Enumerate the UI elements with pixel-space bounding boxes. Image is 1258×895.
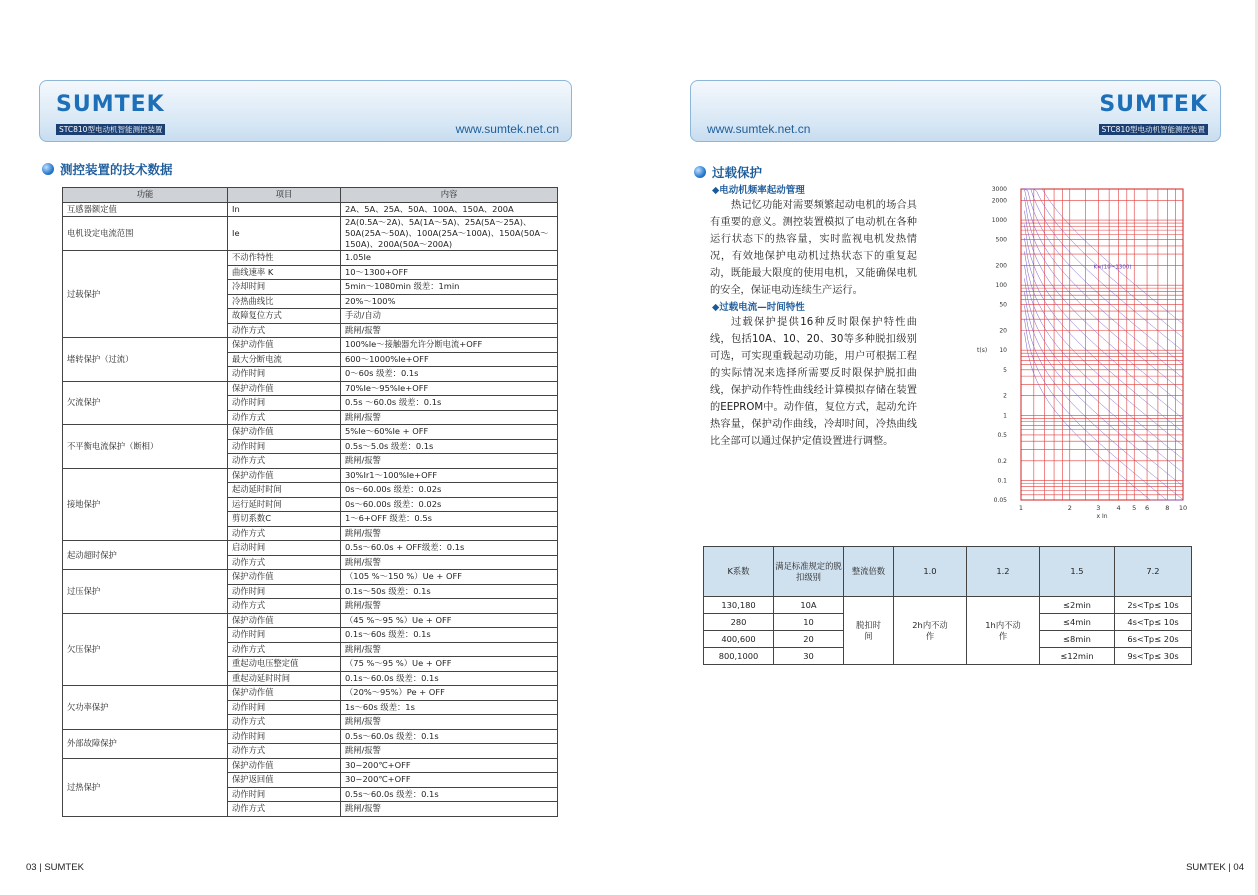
table-cell: 20 xyxy=(774,631,844,648)
table-row xyxy=(63,202,558,217)
section-title-text: 测控装置的技术数据 xyxy=(60,162,173,177)
table-header-row xyxy=(704,547,1192,597)
overload-curve xyxy=(1024,305,1183,499)
content-cell: 0.5s～60.0s 级差：0.1s xyxy=(341,729,558,744)
col-header-1-5: 1.5 xyxy=(1040,547,1115,597)
logo-subtitle: STC810型电动机智能测控装置 xyxy=(56,124,165,135)
x-axis-label: x In xyxy=(1096,513,1108,520)
trip-time-text: 脱扣时间 xyxy=(856,619,881,641)
subheading-frequency-start: ◆电动机频率起动管理 xyxy=(712,185,805,196)
x-tick-label: 8 xyxy=(1165,504,1170,512)
table-cell: ≤4min xyxy=(1040,614,1115,631)
item-cell: 重起动电压整定值 xyxy=(228,657,341,672)
function-cell: 过压保护 xyxy=(63,570,228,614)
content-cell: 手动/自动 xyxy=(341,309,558,324)
item-cell: 运行延时时间 xyxy=(228,497,341,512)
col-header-trip-class: 满足标准规定的脱扣级别 xyxy=(774,547,844,597)
content-cell: （105 %～150 %）Ue + OFF xyxy=(341,570,558,585)
content-cell: 0.5s～5.0s 级差：0.1s xyxy=(341,439,558,454)
item-cell: 冷却时间 xyxy=(228,280,341,295)
item-cell: 保护动作值 xyxy=(228,570,341,585)
no-trip-1-0-cell xyxy=(894,597,967,665)
item-cell: 启动时间 xyxy=(228,541,341,556)
content-cell: 跳闸/报警 xyxy=(341,715,558,730)
item-cell: Ie xyxy=(228,217,341,251)
y-tick-label: 50 xyxy=(999,301,1007,309)
table-cell: 6s<Tp≤ 20s xyxy=(1115,631,1192,648)
function-cell: 电机设定电流范围 xyxy=(63,217,228,251)
item-cell: 动作方式 xyxy=(228,555,341,570)
paragraph-overload-curves: 过载保护提供16种反时限保护特性曲线，包括10A、10、20、30等多种脱扣级别可选，可实现重载起动功能，用户可根据工程的实际情况来选择所需要反时限保护脱扣曲线，保护动作特性曲线经计算模拟存储在装置的EEPROM中。动作值，复位方式，起动允许热容量，保护动作曲线，冷却时间，冷热曲线比全部可以通过保护定值设置进行调整。 xyxy=(710,317,917,447)
item-cell: 动作时间 xyxy=(228,700,341,715)
overload-curve xyxy=(1024,189,1183,338)
content-cell: 5min～1080min 级差：1min xyxy=(341,280,558,295)
item-cell: 保护动作值 xyxy=(228,381,341,396)
table-cell: 280 xyxy=(704,614,774,631)
content-cell: 跳闸/报警 xyxy=(341,410,558,425)
section-title-specs xyxy=(42,160,173,178)
content-cell: 0～60s 级差：0.1s xyxy=(341,367,558,382)
table-cell: 2s<Tp≤ 10s xyxy=(1115,597,1192,614)
table-cell: 9s<Tp≤ 30s xyxy=(1115,648,1192,665)
col-header-content: 内容 xyxy=(341,188,558,203)
item-cell: 不动作特性 xyxy=(228,251,341,266)
table-cell: 130,180 xyxy=(704,597,774,614)
item-cell: 动作时间 xyxy=(228,628,341,643)
content-cell: 跳闸/报警 xyxy=(341,323,558,338)
logo-subtitle: STC810型电动机智能测控装置 xyxy=(1099,124,1208,135)
section-title-text: 过载保护 xyxy=(712,165,763,180)
content-cell: （75 %～95 %）Ue + OFF xyxy=(341,657,558,672)
content-cell: 10～1300+OFF xyxy=(341,265,558,280)
content-cell: 1～6+OFF 级差：0.5s xyxy=(341,512,558,527)
item-cell: 保护返回值 xyxy=(228,773,341,788)
item-cell: 动作方式 xyxy=(228,323,341,338)
y-tick-label: 0.1 xyxy=(997,477,1007,485)
content-cell: 0.5s～60.0s 级差：0.1s xyxy=(341,787,558,802)
sumtek-logo xyxy=(1088,93,1208,136)
table-row xyxy=(63,425,558,440)
item-cell: 动作时间 xyxy=(228,439,341,454)
header-banner-left xyxy=(39,80,572,142)
item-cell: 曲线速率 K xyxy=(228,265,341,280)
content-cell: 1s～60s 级差：1s xyxy=(341,700,558,715)
item-cell: 故障复位方式 xyxy=(228,309,341,324)
function-cell: 互感器额定值 xyxy=(63,202,228,217)
item-cell: 动作时间 xyxy=(228,729,341,744)
table-row xyxy=(63,613,558,628)
content-cell: 跳闸/报警 xyxy=(341,642,558,657)
section-title-overload xyxy=(694,163,762,181)
website-url[interactable]: www.sumtek.net.cn xyxy=(455,122,559,136)
curve-annotation: K=(10~1300) xyxy=(1093,264,1132,271)
content-cell: 70%Ie～95%Ie+OFF xyxy=(341,381,558,396)
no-trip-text: 2h内不动作 xyxy=(912,619,948,641)
table-row xyxy=(704,597,1192,614)
content-cell: 0.5s ～60.0s 级差：0.1s xyxy=(341,396,558,411)
item-cell: 保护动作值 xyxy=(228,338,341,353)
x-tick-label: 2 xyxy=(1067,504,1072,512)
y-axis-label: t(s) xyxy=(977,347,988,355)
x-tick-label: 1 xyxy=(1018,504,1024,512)
table-row xyxy=(63,381,558,396)
function-cell: 接地保护 xyxy=(63,468,228,541)
overload-curve xyxy=(1024,333,1183,501)
content-cell: 1.05Ie xyxy=(341,251,558,266)
content-cell: 0s～60.00s 级差：0.02s xyxy=(341,497,558,512)
item-cell: 动作方式 xyxy=(228,599,341,614)
overload-curve xyxy=(1024,189,1183,378)
table-row xyxy=(63,541,558,556)
function-cell: 过热保护 xyxy=(63,758,228,816)
content-cell: 跳闸/报警 xyxy=(341,802,558,817)
col-header-item: 项目 xyxy=(228,188,341,203)
item-cell: 动作时间 xyxy=(228,584,341,599)
overload-curve xyxy=(1024,292,1183,486)
y-tick-label: 0.5 xyxy=(997,431,1007,439)
content-cell: 0.1s～50s 级差：0.1s xyxy=(341,584,558,599)
content-cell: 0.1s～60.0s 级差：0.1s xyxy=(341,671,558,686)
table-row xyxy=(63,570,558,585)
item-cell: 动作时间 xyxy=(228,787,341,802)
table-row xyxy=(63,338,558,353)
content-cell: 跳闸/报警 xyxy=(341,599,558,614)
page-number-left: 03 | SUMTEK xyxy=(26,862,84,873)
item-cell: 动作方式 xyxy=(228,454,341,469)
item-cell: 冷热曲线比 xyxy=(228,294,341,309)
item-cell: 动作方式 xyxy=(228,802,341,817)
table-cell: 10A xyxy=(774,597,844,614)
function-cell: 堵转保护（过流） xyxy=(63,338,228,382)
function-cell: 过载保护 xyxy=(63,251,228,338)
table-row xyxy=(63,217,558,251)
overload-curve xyxy=(1024,251,1183,445)
table-cell: 10 xyxy=(774,614,844,631)
spec-table xyxy=(62,187,558,817)
content-cell: 2A、5A、25A、50A、100A、150A、200A xyxy=(341,202,558,217)
page-number-right: SUMTEK | 04 xyxy=(1186,862,1244,873)
x-tick-label: 10 xyxy=(1178,504,1188,512)
content-cell: 跳闸/报警 xyxy=(341,555,558,570)
item-cell: 重起动延时时间 xyxy=(228,671,341,686)
content-cell: 0s～60.00s 级差：0.02s xyxy=(341,483,558,498)
y-tick-label: 1 xyxy=(1003,412,1007,420)
item-cell: 保护动作值 xyxy=(228,425,341,440)
table-cell: ≤12min xyxy=(1040,648,1115,665)
website-url[interactable]: www.sumtek.net.cn xyxy=(707,122,811,136)
function-cell: 不平衡电流保护（断相） xyxy=(63,425,228,469)
item-cell: In xyxy=(228,202,341,217)
item-cell: 动作时间 xyxy=(228,396,341,411)
content-cell: 30~200℃+OFF xyxy=(341,773,558,788)
y-tick-label: 100 xyxy=(995,282,1007,290)
col-header-multiple: 整流倍数 xyxy=(844,547,894,597)
y-tick-label: 200 xyxy=(995,262,1007,270)
y-tick-label: 2000 xyxy=(991,197,1007,205)
item-cell: 保护动作值 xyxy=(228,613,341,628)
content-cell: 600～1000%Ie+OFF xyxy=(341,352,558,367)
item-cell: 动作方式 xyxy=(228,642,341,657)
content-cell: 2A(0.5A～2A)、5A(1A～5A)、25A(5A～25A)、50A(25A～50A)、100A(25A～100A)、150A(50A～150A)、200A(50A～200A) xyxy=(341,217,558,251)
sumtek-logo xyxy=(56,93,176,136)
item-cell: 保护动作值 xyxy=(228,686,341,701)
content-cell: 跳闸/报警 xyxy=(341,526,558,541)
header-banner-right xyxy=(690,80,1221,142)
trip-time-cell xyxy=(844,597,894,665)
item-cell: 保护动作值 xyxy=(228,758,341,773)
content-cell: 30~200℃+OFF xyxy=(341,758,558,773)
content-cell: 跳闸/报警 xyxy=(341,454,558,469)
content-cell: 100%Ie～接触器允许分断电流+OFF xyxy=(341,338,558,353)
y-tick-label: 0.05 xyxy=(993,497,1007,504)
table-header-row xyxy=(63,188,558,203)
table-row xyxy=(63,758,558,773)
content-cell: 5%Ie～60%Ie + OFF xyxy=(341,425,558,440)
no-trip-1-2-cell xyxy=(967,597,1040,665)
x-tick-label: 3 xyxy=(1096,504,1101,512)
col-header-1-2: 1.2 xyxy=(967,547,1040,597)
item-cell: 动作方式 xyxy=(228,715,341,730)
item-cell: 动作时间 xyxy=(228,367,341,382)
table-row xyxy=(63,468,558,483)
content-cell: 30%Ir1～100%Ie+OFF xyxy=(341,468,558,483)
item-cell: 动作方式 xyxy=(228,744,341,759)
overload-curve-chart xyxy=(973,185,1193,520)
table-cell: ≤8min xyxy=(1040,631,1115,648)
no-trip-text: 1h内不动作 xyxy=(985,619,1021,641)
function-cell: 起动超时保护 xyxy=(63,541,228,570)
logo-wordmark: SUMTEK xyxy=(56,92,165,117)
y-tick-label: 0.2 xyxy=(997,457,1007,465)
y-tick-label: 1000 xyxy=(991,217,1007,225)
table-row xyxy=(63,686,558,701)
x-tick-label: 6 xyxy=(1144,504,1150,512)
logo-wordmark: SUMTEK xyxy=(1099,92,1208,117)
overload-curve xyxy=(1024,189,1183,365)
overload-curve xyxy=(1024,319,1183,500)
y-tick-label: 500 xyxy=(995,236,1007,244)
content-cell: 0.5s～60.0s + OFF级差：0.1s xyxy=(341,541,558,556)
overload-curve xyxy=(1024,224,1183,418)
col-header-1-0: 1.0 xyxy=(894,547,967,597)
y-tick-label: 2 xyxy=(1003,392,1007,400)
item-cell: 起动延时时间 xyxy=(228,483,341,498)
item-cell: 最大分断电流 xyxy=(228,352,341,367)
overload-curve xyxy=(1024,189,1183,324)
content-cell: 20%～100% xyxy=(341,294,558,309)
item-cell: 动作方式 xyxy=(228,410,341,425)
item-cell: 保护动作值 xyxy=(228,468,341,483)
y-tick-label: 3000 xyxy=(991,186,1007,193)
table-cell: 30 xyxy=(774,648,844,665)
table-cell: ≤2min xyxy=(1040,597,1115,614)
function-cell: 欠功率保护 xyxy=(63,686,228,730)
bullet-icon xyxy=(42,163,54,175)
table-cell: 800,1000 xyxy=(704,648,774,665)
function-cell: 外部故障保护 xyxy=(63,729,228,758)
x-tick-label: 4 xyxy=(1116,504,1121,512)
content-cell: （45 %～95 %）Ue + OFF xyxy=(341,613,558,628)
bullet-icon xyxy=(694,166,706,178)
k-factor-table xyxy=(703,546,1192,665)
y-tick-label: 20 xyxy=(999,327,1007,335)
item-cell: 动作方式 xyxy=(228,526,341,541)
function-cell: 欠压保护 xyxy=(63,613,228,686)
subheading-current-time: ◆过载电流—时间特性 xyxy=(712,302,805,313)
table-row xyxy=(63,729,558,744)
y-tick-label: 10 xyxy=(999,347,1007,355)
item-cell: 剪切系数C xyxy=(228,512,341,527)
y-tick-label: 5 xyxy=(1003,366,1007,374)
x-tick-label: 5 xyxy=(1132,504,1137,512)
content-cell: （20%～95%）Pe + OFF xyxy=(341,686,558,701)
paragraph-thermal-memory: 热记忆功能对需要频繁起动电机的场合具有重要的意义。测控装置模拟了电动机在各种运行状态下的热容量，实时监视电机发热情况，有效地保护电动机过热状态下的重复起动，既能最大限度的使用电机，又能确保电机的安全，保证电动连续生产运行。 xyxy=(710,200,917,296)
content-cell: 0.1s～60s 级差：0.1s xyxy=(341,628,558,643)
col-header-7-2: 7.2 xyxy=(1115,547,1192,597)
content-cell: 跳闸/报警 xyxy=(341,744,558,759)
table-cell: 4s<Tp≤ 10s xyxy=(1115,614,1192,631)
col-header-function: 功能 xyxy=(63,188,228,203)
table-cell: 400,600 xyxy=(704,631,774,648)
overload-curve xyxy=(1024,278,1183,472)
col-header-k: K系数 xyxy=(704,547,774,597)
function-cell: 欠流保护 xyxy=(63,381,228,425)
table-row xyxy=(63,251,558,266)
